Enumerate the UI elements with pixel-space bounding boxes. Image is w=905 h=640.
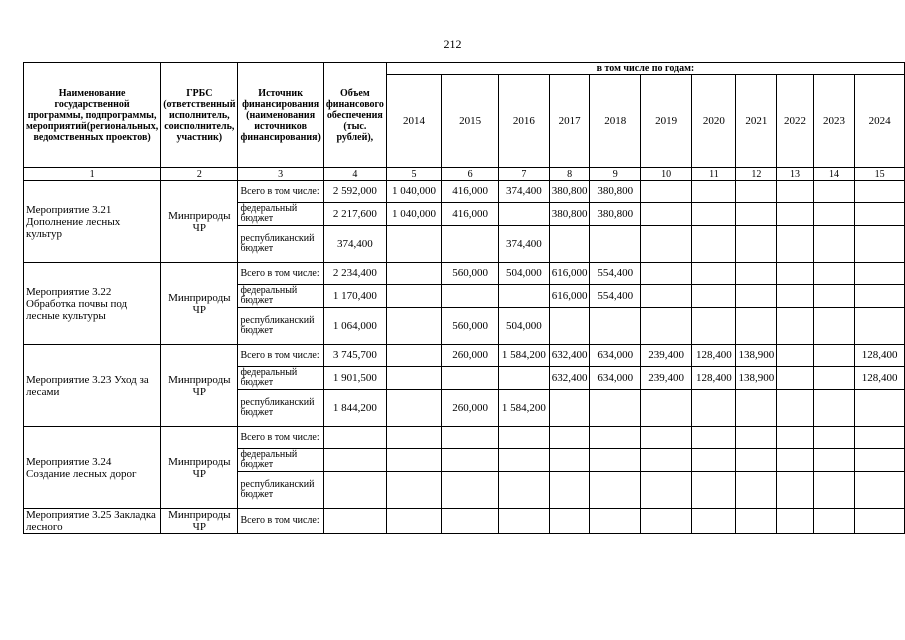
total-amount: 2 592,000	[323, 181, 386, 203]
year-amount	[736, 226, 777, 263]
year-amount	[386, 345, 441, 367]
year-amount	[736, 308, 777, 345]
column-number: 3	[238, 168, 323, 181]
total-amount	[323, 449, 386, 472]
funding-source: федеральный бюджет	[238, 367, 323, 390]
year-amount	[855, 509, 905, 534]
year-amount: 1 040,000	[386, 203, 441, 226]
measure-grbs: Минприроды ЧР	[161, 427, 238, 509]
year-amount	[549, 308, 590, 345]
year-amount	[692, 427, 736, 449]
header-year: 2021	[736, 75, 777, 168]
measure-name: Мероприятие 3.25 Закладка лесного	[24, 509, 161, 534]
year-amount	[736, 285, 777, 308]
year-amount	[736, 472, 777, 509]
funding-source: Всего в том числе:	[238, 427, 323, 449]
year-amount	[692, 203, 736, 226]
year-amount: 374,400	[499, 181, 550, 203]
funding-source: Всего в том числе:	[238, 509, 323, 534]
year-amount	[813, 285, 854, 308]
header-year: 2015	[442, 75, 499, 168]
year-amount: 416,000	[442, 203, 499, 226]
year-amount	[549, 427, 590, 449]
year-amount: 380,800	[549, 203, 590, 226]
year-amount	[386, 427, 441, 449]
header-name: Наименование государственной программы, подпрограммы, мероприятий(региональных, ведомственных проектов)	[24, 63, 161, 168]
column-number: 9	[590, 168, 641, 181]
year-amount	[386, 390, 441, 427]
year-amount: 1 584,200	[499, 345, 550, 367]
year-amount: 616,000	[549, 263, 590, 285]
year-amount: 128,400	[855, 345, 905, 367]
year-amount	[386, 285, 441, 308]
year-amount	[499, 203, 550, 226]
year-amount: 260,000	[442, 390, 499, 427]
year-amount: 1 040,000	[386, 181, 441, 203]
funding-source: республиканский бюджет	[238, 226, 323, 263]
year-amount	[692, 181, 736, 203]
total-amount: 1 844,200	[323, 390, 386, 427]
year-amount	[777, 308, 814, 345]
column-number: 15	[855, 168, 905, 181]
year-amount	[640, 203, 691, 226]
year-amount	[386, 263, 441, 285]
year-amount	[736, 449, 777, 472]
year-amount	[590, 427, 641, 449]
year-amount	[499, 509, 550, 534]
year-amount: 239,400	[640, 345, 691, 367]
year-amount	[590, 449, 641, 472]
year-amount	[813, 181, 854, 203]
funding-source: республиканский бюджет	[238, 390, 323, 427]
year-amount	[692, 308, 736, 345]
year-amount	[855, 181, 905, 203]
year-amount: 632,400	[549, 345, 590, 367]
funding-source: федеральный бюджет	[238, 449, 323, 472]
year-amount	[855, 203, 905, 226]
year-amount	[855, 285, 905, 308]
year-amount	[499, 449, 550, 472]
funding-source: Всего в том числе:	[238, 263, 323, 285]
financing-table	[23, 62, 905, 534]
year-amount	[692, 509, 736, 534]
year-amount	[499, 427, 550, 449]
year-amount	[813, 263, 854, 285]
year-amount	[855, 472, 905, 509]
year-amount	[442, 449, 499, 472]
year-amount: 380,800	[590, 181, 641, 203]
year-amount	[855, 263, 905, 285]
year-amount: 504,000	[499, 263, 550, 285]
measure-grbs: Минприроды ЧР	[161, 509, 238, 534]
year-amount	[777, 345, 814, 367]
year-amount	[777, 509, 814, 534]
year-amount	[777, 449, 814, 472]
funding-source: республиканский бюджет	[238, 472, 323, 509]
year-amount	[736, 509, 777, 534]
year-amount	[777, 263, 814, 285]
year-amount	[777, 427, 814, 449]
header-year: 2018	[590, 75, 641, 168]
year-amount	[855, 427, 905, 449]
measure-grbs: Минприроды ЧР	[161, 263, 238, 345]
year-amount	[590, 472, 641, 509]
year-amount	[499, 285, 550, 308]
year-amount	[590, 308, 641, 345]
year-amount	[442, 285, 499, 308]
year-amount	[590, 390, 641, 427]
column-number: 2	[161, 168, 238, 181]
year-amount	[777, 472, 814, 509]
year-amount	[549, 449, 590, 472]
year-amount	[777, 226, 814, 263]
measure-name: Мероприятие 3.22 Обработка почвы под лесные культуры	[24, 263, 161, 345]
page-number: 212	[443, 37, 462, 51]
column-number: 14	[813, 168, 854, 181]
year-amount	[855, 449, 905, 472]
year-amount: 138,900	[736, 345, 777, 367]
total-amount: 374,400	[323, 226, 386, 263]
year-amount: 239,400	[640, 367, 691, 390]
year-amount: 554,400	[590, 263, 641, 285]
year-amount	[640, 472, 691, 509]
year-amount	[549, 390, 590, 427]
year-amount	[386, 308, 441, 345]
year-amount: 374,400	[499, 226, 550, 263]
header-year: 2014	[386, 75, 441, 168]
column-number: 7	[499, 168, 550, 181]
column-number: 10	[640, 168, 691, 181]
year-amount	[736, 427, 777, 449]
year-amount: 260,000	[442, 345, 499, 367]
year-amount	[813, 449, 854, 472]
funding-source: Всего в том числе:	[238, 181, 323, 203]
measure-grbs: Минприроды ЧР	[161, 181, 238, 263]
year-amount	[692, 226, 736, 263]
table-row	[24, 509, 905, 534]
year-amount	[640, 427, 691, 449]
year-amount: 560,000	[442, 308, 499, 345]
year-amount	[736, 390, 777, 427]
year-amount	[692, 263, 736, 285]
table-row	[24, 427, 905, 449]
header-volume: Объем финансового обеспечения (тыс. рублей),	[323, 63, 386, 168]
year-amount: 554,400	[590, 285, 641, 308]
year-amount: 634,000	[590, 345, 641, 367]
year-amount: 128,400	[855, 367, 905, 390]
total-amount: 1 170,400	[323, 285, 386, 308]
year-amount	[640, 449, 691, 472]
measure-name: Мероприятие 3.21 Дополнение лесных культур	[24, 181, 161, 263]
year-amount	[855, 226, 905, 263]
header-year: 2022	[777, 75, 814, 168]
funding-source: федеральный бюджет	[238, 285, 323, 308]
year-amount	[442, 427, 499, 449]
year-amount	[813, 345, 854, 367]
year-amount	[499, 367, 550, 390]
year-amount	[499, 472, 550, 509]
year-amount	[777, 181, 814, 203]
funding-source: республиканский бюджет	[238, 308, 323, 345]
year-amount	[386, 449, 441, 472]
header-year: 2019	[640, 75, 691, 168]
year-amount	[692, 449, 736, 472]
year-amount	[640, 181, 691, 203]
header-year: 2017	[549, 75, 590, 168]
total-amount	[323, 472, 386, 509]
measure-name: Мероприятие 3.24 Создание лесных дорог	[24, 427, 161, 509]
year-amount	[813, 203, 854, 226]
year-amount	[736, 203, 777, 226]
total-amount: 2 234,400	[323, 263, 386, 285]
column-number: 12	[736, 168, 777, 181]
year-amount: 616,000	[549, 285, 590, 308]
year-amount	[386, 367, 441, 390]
column-number: 6	[442, 168, 499, 181]
total-amount: 1 064,000	[323, 308, 386, 345]
year-amount: 504,000	[499, 308, 550, 345]
year-amount	[549, 472, 590, 509]
table-row	[24, 345, 905, 367]
column-number: 5	[386, 168, 441, 181]
header-year: 2024	[855, 75, 905, 168]
year-amount	[813, 427, 854, 449]
year-amount: 128,400	[692, 345, 736, 367]
year-amount	[736, 263, 777, 285]
year-amount	[777, 367, 814, 390]
year-amount	[777, 285, 814, 308]
year-amount	[442, 226, 499, 263]
year-amount	[640, 509, 691, 534]
header-source: Источник финансирования (наименования источников финансирования)	[238, 63, 323, 168]
year-amount	[777, 390, 814, 427]
year-amount: 634,000	[590, 367, 641, 390]
measure-grbs: Минприроды ЧР	[161, 345, 238, 427]
total-amount	[323, 427, 386, 449]
year-amount	[736, 181, 777, 203]
column-number: 13	[777, 168, 814, 181]
header-year: 2023	[813, 75, 854, 168]
total-amount	[323, 509, 386, 534]
table-row	[24, 263, 905, 285]
year-amount	[855, 308, 905, 345]
year-amount	[386, 509, 441, 534]
year-amount	[590, 226, 641, 263]
column-number: 1	[24, 168, 161, 181]
year-amount	[777, 203, 814, 226]
year-amount	[692, 390, 736, 427]
year-amount	[692, 285, 736, 308]
column-number: 8	[549, 168, 590, 181]
year-amount	[813, 367, 854, 390]
year-amount: 380,800	[590, 203, 641, 226]
measure-name: Мероприятие 3.23 Уход за лесами	[24, 345, 161, 427]
year-amount	[813, 472, 854, 509]
year-amount: 416,000	[442, 181, 499, 203]
year-amount	[855, 390, 905, 427]
year-amount: 128,400	[692, 367, 736, 390]
year-amount	[813, 390, 854, 427]
funding-source: Всего в том числе:	[238, 345, 323, 367]
header-by-years: в том числе по годам:	[386, 63, 904, 75]
column-number: 4	[323, 168, 386, 181]
total-amount: 3 745,700	[323, 345, 386, 367]
total-amount: 1 901,500	[323, 367, 386, 390]
year-amount	[549, 509, 590, 534]
year-amount	[813, 226, 854, 263]
column-number: 11	[692, 168, 736, 181]
year-amount	[442, 472, 499, 509]
year-amount	[640, 226, 691, 263]
header-grbs: ГРБС (ответственный исполнитель, соисполнитель, участник)	[161, 63, 238, 168]
header-year: 2016	[499, 75, 550, 168]
table-row	[24, 181, 905, 203]
year-amount	[549, 226, 590, 263]
year-amount	[640, 308, 691, 345]
header-year: 2020	[692, 75, 736, 168]
funding-source: федеральный бюджет	[238, 203, 323, 226]
total-amount: 2 217,600	[323, 203, 386, 226]
year-amount	[813, 308, 854, 345]
year-amount	[442, 509, 499, 534]
year-amount: 380,800	[549, 181, 590, 203]
year-amount	[640, 390, 691, 427]
year-amount: 1 584,200	[499, 390, 550, 427]
year-amount	[590, 509, 641, 534]
year-amount	[442, 367, 499, 390]
year-amount: 632,400	[549, 367, 590, 390]
year-amount	[640, 285, 691, 308]
year-amount	[640, 263, 691, 285]
year-amount: 138,900	[736, 367, 777, 390]
year-amount: 560,000	[442, 263, 499, 285]
year-amount	[386, 226, 441, 263]
year-amount	[386, 472, 441, 509]
year-amount	[813, 509, 854, 534]
year-amount	[692, 472, 736, 509]
